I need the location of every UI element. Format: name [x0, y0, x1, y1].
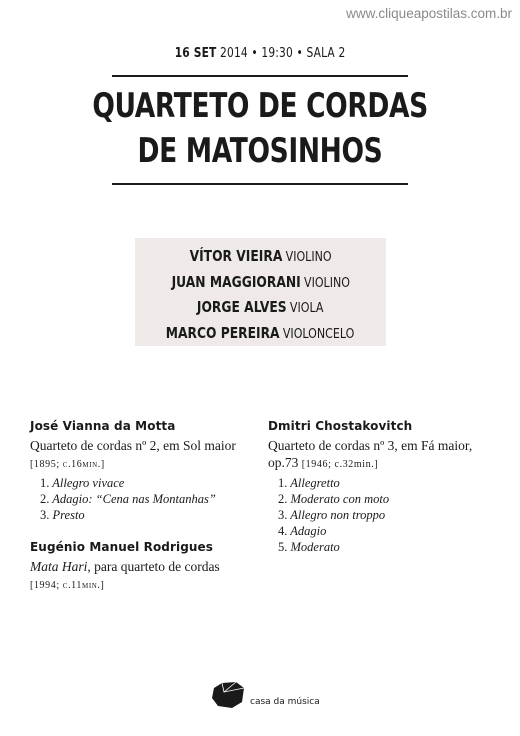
event-date: 16 SET [174, 46, 217, 61]
performer-role: VIOLINO [285, 249, 332, 265]
work-title: Mata Hari, para quarteto de cordas [30, 559, 220, 574]
composer-name: Dmitri Chostakovitch [268, 419, 413, 433]
performers-box [135, 238, 386, 346]
composer-name: Eugénio Manuel Rodrigues [30, 540, 214, 554]
performer-name: JORGE ALVES [197, 298, 287, 316]
title-rule-top [112, 75, 408, 77]
section-spacer [30, 523, 260, 539]
performer-name: VÍTOR VIEIRA [189, 247, 283, 265]
casa-da-musica-logo-icon [210, 680, 250, 710]
movement-item: 1. Allegretto [278, 476, 340, 490]
event-date-line [0, 46, 520, 61]
movement-item: 4. Adagio [278, 524, 327, 538]
performer-name: JUAN MAGGIORANI [171, 272, 301, 291]
performer-role: VIOLONCELO [283, 325, 355, 342]
work-meta: [1994; c.11min.] [30, 580, 105, 591]
program-right-column [268, 418, 508, 555]
title-line-2: DE MATOSINHOS [137, 131, 383, 171]
movement-item: 1. Allegro vivace [40, 476, 125, 490]
performer-name: MARCO PEREIRA [166, 323, 281, 342]
movement-item: 3. Presto [40, 508, 85, 522]
movement-item: 3. Allegro non troppo [278, 508, 386, 522]
performer-row [135, 321, 386, 347]
movement-item: 2. Moderato con moto [278, 492, 390, 506]
page-title [0, 84, 520, 174]
work-meta: [1946; c.32min.] [301, 459, 379, 470]
title-line-1: QUARTETO DE CORDAS [92, 86, 428, 126]
title-rule-bottom [112, 183, 408, 185]
work-title: Quarteto de cordas nº 2, em Sol maior [30, 438, 236, 453]
work-meta: [1895; c.16min.] [30, 459, 105, 470]
performer-row [135, 295, 386, 321]
performer-row [135, 244, 386, 270]
movement-list [30, 475, 260, 523]
performer-row [135, 270, 386, 296]
watermark-url: www.cliqueapostilas.com.br [346, 6, 512, 21]
performer-role: VIOLINO [303, 274, 350, 291]
performer-role: VIOLA [290, 300, 324, 316]
movement-list [268, 475, 508, 555]
logo-wordmark: casa da música [250, 697, 320, 707]
work-title: Quarteto de cordas nº 3, em Fá maior, [268, 438, 473, 453]
program-left-column [30, 418, 260, 594]
movement-item: 5. Moderato [278, 540, 340, 554]
event-time-venue: 2014 • 19:30 • SALA 2 [219, 46, 346, 61]
movement-item: 2. Adagio: “Cena nas Montanhas” [40, 492, 216, 506]
composer-name: José Vianna da Motta [30, 419, 176, 433]
work-opus-line: op.73 [1946; c.32min.] [268, 455, 379, 470]
